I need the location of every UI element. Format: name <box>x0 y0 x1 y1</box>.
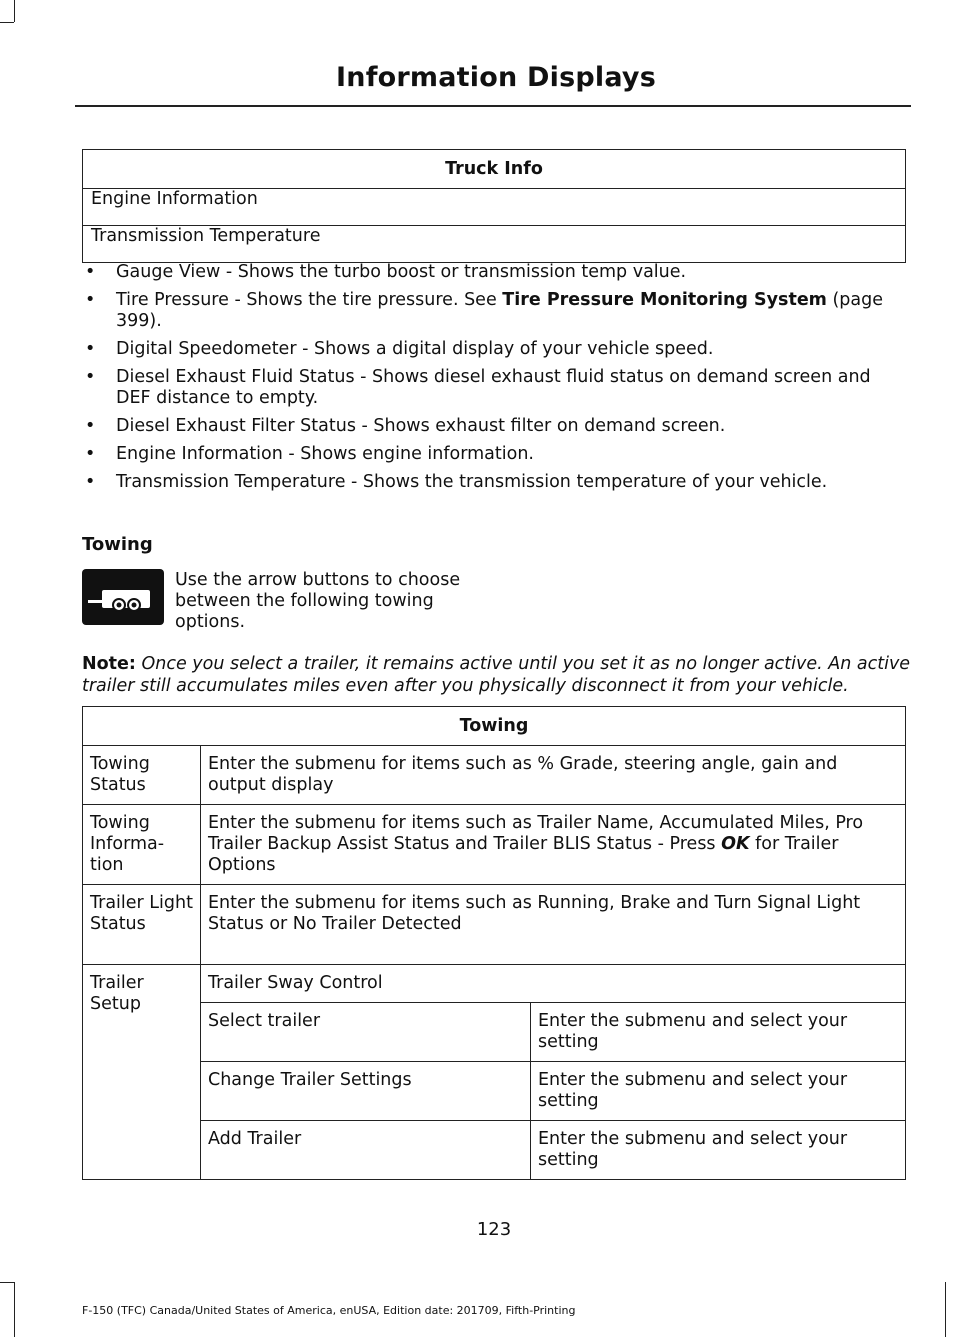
table-row: Trailer Light Status Enter the submenu for items such as Running, Brake and Turn Signal Light Status or No Trailer Detected <box>83 885 906 965</box>
header-divider <box>75 105 911 107</box>
list-item: • Diesel Exhaust Filter Status - Shows exhaust filter on demand screen. <box>85 416 726 436</box>
page-number: 123 <box>476 1219 512 1240</box>
trailer-setup-subtable: Trailer Sway Control Select trailer Enter the submenu and select your setting Change Trailer Settings Enter the submenu and select your setting Add Trailer Enter the submenu and select your setting <box>201 965 905 1179</box>
list-item: • Tire Pressure - Shows the tire pressure. See Tire Pressure Monitoring System (page 399). <box>85 290 884 331</box>
table-row: Engine Information <box>83 189 906 226</box>
table-row: Change Trailer Settings Enter the submenu and select your setting <box>201 1062 905 1121</box>
feature-list <box>82 262 902 500</box>
crop-mark-top-left <box>14 0 15 22</box>
note-label: Note: <box>82 654 136 674</box>
list-item: • Diesel Exhaust Fluid Status - Shows diesel exhaust fluid status on demand screen and DEF distance to empty. <box>85 367 871 408</box>
crop-mark-bottom-right <box>945 1282 946 1337</box>
towing-instructions: Use the arrow buttons to choose between the following towing options. <box>175 570 461 632</box>
table-row: Trailer Setup Trailer Sway Control Select trailer Enter the submenu and select your setting Change Trailer Settings Enter the submenu and select your setting Add Trailer Enter the submenu and select your setting <box>83 965 906 1180</box>
trailer-icon <box>82 569 164 625</box>
table-row: Towing Status Enter the submenu for items such as % Grade, steering angle, gain and output display <box>83 746 906 805</box>
table-row: Transmission Temperature <box>83 226 906 263</box>
table-row: Select trailer Enter the submenu and select your setting <box>201 1003 905 1062</box>
towing-table <box>82 706 906 1180</box>
list-item: • Digital Speedometer - Shows a digital display of your vehicle speed. <box>85 339 714 359</box>
table-row: Towing Informa-tion Enter the submenu for items such as Trailer Name, Accumulated Miles, Pro Trailer Backup Assist Status and Trailer BLIS Status - Press OK for Trailer Options <box>83 805 906 885</box>
ok-button-label: OK <box>721 834 750 854</box>
table-row: Add Trailer Enter the submenu and select your setting <box>201 1121 905 1180</box>
list-item: • Gauge View - Shows the turbo boost or transmission temp value. <box>85 262 687 282</box>
list-item: • Transmission Temperature - Shows the transmission temperature of your vehicle. <box>85 472 828 492</box>
towing-heading: Towing <box>82 534 153 555</box>
crop-mark-bottom-left <box>14 1282 15 1337</box>
crop-mark-top-left-h <box>0 22 14 23</box>
truck-info-title: Truck Info <box>83 150 906 189</box>
list-item: • Engine Information - Shows engine information. <box>85 444 534 464</box>
note: Note: Once you select a trailer, it remains active until you set it as no longer active. An active trailer still accumulates miles even after you physically disconnect it from your vehicle. <box>82 654 911 696</box>
footer-edition: F-150 (TFC) Canada/United States of America, enUSA, Edition date: 201709, Fifth-Printing <box>82 1304 576 1317</box>
towing-table-title: Towing <box>83 707 906 746</box>
page-title: Information Displays <box>336 62 656 93</box>
crop-mark-bottom-left-h <box>0 1282 14 1283</box>
truck-info-table <box>82 149 906 263</box>
cross-reference-link[interactable]: Tire Pressure Monitoring System <box>502 290 827 310</box>
